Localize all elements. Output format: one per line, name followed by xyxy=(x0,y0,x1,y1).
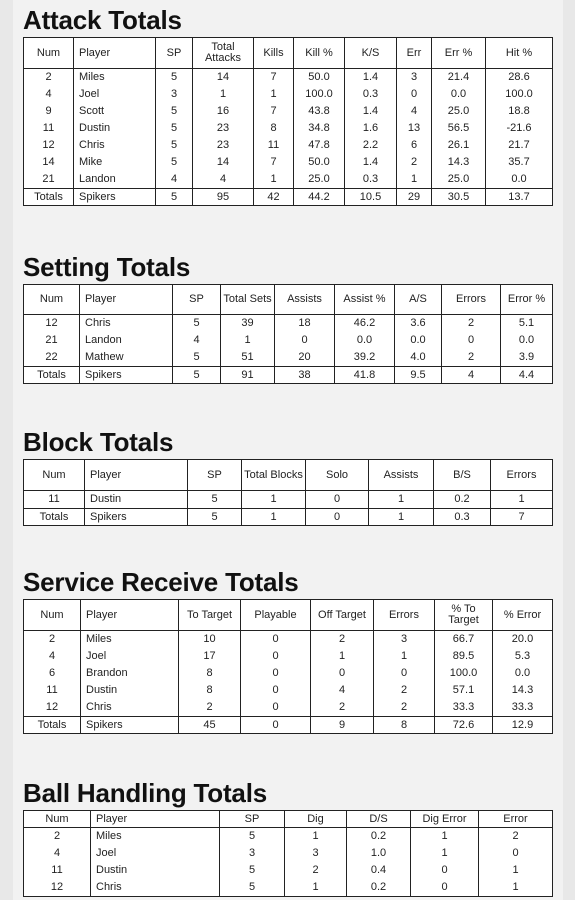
stat-cell: 0 xyxy=(374,665,435,682)
stat-cell: 43.8 xyxy=(294,103,345,120)
stat-cell: 100.0 xyxy=(435,665,493,682)
stat-cell: 8 xyxy=(179,682,241,699)
totals-cell: 1 xyxy=(369,509,434,526)
player-name-cell: Mathew xyxy=(80,349,173,367)
stat-cell: 0.0 xyxy=(493,665,553,682)
totals-label-cell: Totals xyxy=(24,367,80,384)
column-header: Num xyxy=(24,38,74,69)
table-row xyxy=(24,315,553,333)
stat-cell: 11 xyxy=(24,120,74,137)
stat-cell: 1 xyxy=(311,648,374,665)
column-header: Num xyxy=(24,811,91,828)
column-header: Kills xyxy=(254,38,294,69)
table-row xyxy=(24,631,553,649)
totals-row xyxy=(24,717,553,734)
stat-cell: 0.4 xyxy=(347,862,411,879)
stat-cell: 25.0 xyxy=(432,171,486,189)
column-header: Player xyxy=(80,285,173,315)
stat-cell: 0 xyxy=(306,491,369,509)
stat-cell: 4 xyxy=(173,332,221,349)
stat-cell: 14 xyxy=(193,69,254,87)
player-name-cell: Chris xyxy=(80,315,173,333)
stat-cell: 8 xyxy=(254,120,294,137)
stat-cell: 1 xyxy=(397,171,432,189)
column-header: Player xyxy=(85,460,188,491)
stat-cell: 0.0 xyxy=(501,332,553,349)
stat-cell: 3.6 xyxy=(395,315,442,333)
column-header: K/S xyxy=(345,38,397,69)
player-name-cell: Dustin xyxy=(74,120,156,137)
column-header: Err % xyxy=(432,38,486,69)
totals-cell: 10.5 xyxy=(345,189,397,206)
table-row xyxy=(24,332,553,349)
player-name-cell: Joel xyxy=(91,845,220,862)
column-header: Assist % xyxy=(335,285,395,315)
stat-cell: 5 xyxy=(173,315,221,333)
stat-cell: 0 xyxy=(411,879,479,897)
player-name-cell: Chris xyxy=(91,879,220,897)
totals-label-cell: Totals xyxy=(24,509,85,526)
column-header: Errors xyxy=(374,600,435,631)
totals-cell: Spikers xyxy=(74,189,156,206)
player-name-cell: Mike xyxy=(74,154,156,171)
column-header: Total Attacks xyxy=(193,38,254,69)
column-header: SP xyxy=(173,285,221,315)
totals-cell: Spikers xyxy=(85,509,188,526)
column-header: Assists xyxy=(275,285,335,315)
column-header: Err xyxy=(397,38,432,69)
table-row xyxy=(24,682,553,699)
stat-cell: 1.4 xyxy=(345,69,397,87)
stat-cell: 18 xyxy=(275,315,335,333)
table-row xyxy=(24,69,553,87)
table-row xyxy=(24,137,553,154)
stat-cell: 5 xyxy=(156,154,193,171)
totals-cell: 41.8 xyxy=(335,367,395,384)
column-header: Dig Error xyxy=(411,811,479,828)
ball-handling-totals-table xyxy=(23,810,553,897)
totals-cell: 45 xyxy=(179,717,241,734)
stat-cell: 6 xyxy=(397,137,432,154)
stat-cell: 3 xyxy=(397,69,432,87)
stat-cell: 21 xyxy=(24,332,80,349)
stat-cell: 14.3 xyxy=(432,154,486,171)
stat-cell: 1 xyxy=(374,648,435,665)
stat-cell: 1 xyxy=(479,879,553,897)
handling-header-row xyxy=(24,811,553,828)
player-name-cell: Dustin xyxy=(81,682,179,699)
totals-cell: 4.4 xyxy=(501,367,553,384)
totals-cell: Spikers xyxy=(81,717,179,734)
column-header: Off Target xyxy=(311,600,374,631)
stat-cell: 0.2 xyxy=(347,828,411,846)
stat-cell: 0 xyxy=(411,862,479,879)
stat-cell: 23 xyxy=(193,137,254,154)
stat-cell: 5 xyxy=(156,69,193,87)
column-header: % To Target xyxy=(435,600,493,631)
column-header: Solo xyxy=(306,460,369,491)
player-name-cell: Joel xyxy=(74,86,156,103)
column-header: Errors xyxy=(491,460,553,491)
totals-cell: 13.7 xyxy=(486,189,553,206)
column-header: Error xyxy=(479,811,553,828)
stat-cell: 5 xyxy=(220,862,285,879)
stat-cell: 0.0 xyxy=(395,332,442,349)
column-header: B/S xyxy=(434,460,491,491)
totals-cell: 44.2 xyxy=(294,189,345,206)
stat-cell: 35.7 xyxy=(486,154,553,171)
stat-cell: 39.2 xyxy=(335,349,395,367)
stat-cell: 13 xyxy=(397,120,432,137)
stat-cell: 2 xyxy=(24,828,91,846)
stat-cell: 0 xyxy=(241,699,311,717)
stat-cell: 0 xyxy=(275,332,335,349)
stat-cell: 4.0 xyxy=(395,349,442,367)
stat-cell: 1 xyxy=(254,86,294,103)
stat-cell: 89.5 xyxy=(435,648,493,665)
stat-cell: 5 xyxy=(188,491,242,509)
totals-cell: 5 xyxy=(156,189,193,206)
totals-row xyxy=(24,509,553,526)
stat-cell: 5 xyxy=(173,349,221,367)
table-row xyxy=(24,491,553,509)
stat-cell: 2 xyxy=(442,349,501,367)
player-name-cell: Landon xyxy=(80,332,173,349)
stat-cell: 5.3 xyxy=(493,648,553,665)
left-margin xyxy=(0,0,13,900)
stat-cell: 0 xyxy=(241,631,311,649)
stat-cell: 14 xyxy=(24,154,74,171)
column-header: Total Sets xyxy=(221,285,275,315)
table-row xyxy=(24,699,553,717)
ball-handling-totals-section xyxy=(23,779,553,897)
stat-cell: 5 xyxy=(156,103,193,120)
setting-totals-table xyxy=(23,284,553,384)
attack-totals-section xyxy=(23,6,553,206)
stat-cell: 28.6 xyxy=(486,69,553,87)
stat-cell: 0 xyxy=(241,682,311,699)
stat-cell: 2 xyxy=(285,862,347,879)
stat-cell: 7 xyxy=(254,69,294,87)
stat-cell: 1 xyxy=(411,828,479,846)
stat-cell: 1 xyxy=(491,491,553,509)
totals-label-cell: Totals xyxy=(24,717,81,734)
stat-cell: 11 xyxy=(24,682,81,699)
table-row xyxy=(24,171,553,189)
stat-cell: 1 xyxy=(479,862,553,879)
stat-cell: 8 xyxy=(179,665,241,682)
stat-cell: 25.0 xyxy=(432,103,486,120)
column-header: SP xyxy=(188,460,242,491)
stat-cell: 50.0 xyxy=(294,154,345,171)
table-row xyxy=(24,103,553,120)
stat-cell: 3.9 xyxy=(501,349,553,367)
totals-cell: 5 xyxy=(173,367,221,384)
stat-cell: 12 xyxy=(24,315,80,333)
stat-cell: 7 xyxy=(254,154,294,171)
stat-cell: 1 xyxy=(411,845,479,862)
stat-cell: 22 xyxy=(24,349,80,367)
stat-cell: 12 xyxy=(24,699,81,717)
column-header: Num xyxy=(24,460,85,491)
totals-cell: 91 xyxy=(221,367,275,384)
table-row xyxy=(24,665,553,682)
totals-cell: 0 xyxy=(306,509,369,526)
stat-cell: 57.1 xyxy=(435,682,493,699)
column-header: Hit % xyxy=(486,38,553,69)
stat-cell: 0.0 xyxy=(335,332,395,349)
stat-cell: 0 xyxy=(311,665,374,682)
stat-cell: 47.8 xyxy=(294,137,345,154)
stat-cell: 0.0 xyxy=(432,86,486,103)
stat-cell: 3 xyxy=(374,631,435,649)
stat-cell: 26.1 xyxy=(432,137,486,154)
stat-cell: 2 xyxy=(374,699,435,717)
column-header: % Error xyxy=(493,600,553,631)
stat-cell: 34.8 xyxy=(294,120,345,137)
totals-cell: 8 xyxy=(374,717,435,734)
totals-cell: 38 xyxy=(275,367,335,384)
block-header-row xyxy=(24,460,553,491)
player-name-cell: Miles xyxy=(81,631,179,649)
totals-cell: 9.5 xyxy=(395,367,442,384)
stat-cell: 4 xyxy=(397,103,432,120)
stat-cell: 1 xyxy=(369,491,434,509)
column-header: Player xyxy=(91,811,220,828)
totals-cell: 42 xyxy=(254,189,294,206)
player-name-cell: Chris xyxy=(74,137,156,154)
column-header: Assists xyxy=(369,460,434,491)
stat-cell: 51 xyxy=(221,349,275,367)
right-margin xyxy=(563,0,575,900)
stat-cell: 50.0 xyxy=(294,69,345,87)
attack-header-row xyxy=(24,38,553,69)
stat-cell: 25.0 xyxy=(294,171,345,189)
totals-cell: 4 xyxy=(442,367,501,384)
stat-cell: 14 xyxy=(193,154,254,171)
column-header: Num xyxy=(24,285,80,315)
column-header: A/S xyxy=(395,285,442,315)
stat-cell: 14.3 xyxy=(493,682,553,699)
stat-cell: 0.0 xyxy=(486,171,553,189)
column-header: Errors xyxy=(442,285,501,315)
stat-cell: 21 xyxy=(24,171,74,189)
setting-header-row xyxy=(24,285,553,315)
table-row xyxy=(24,879,553,897)
receive-header-row xyxy=(24,600,553,631)
table-row xyxy=(24,349,553,367)
stat-cell: 2 xyxy=(397,154,432,171)
stat-cell: 1 xyxy=(285,828,347,846)
service-receive-totals-section xyxy=(23,568,553,734)
table-row xyxy=(24,828,553,846)
player-name-cell: Scott xyxy=(74,103,156,120)
block-totals-section xyxy=(23,428,553,526)
stat-cell: 66.7 xyxy=(435,631,493,649)
stat-cell: 21.4 xyxy=(432,69,486,87)
totals-cell: 0 xyxy=(241,717,311,734)
stat-cell: 12 xyxy=(24,137,74,154)
stat-cell: 2 xyxy=(442,315,501,333)
stat-cell: 3 xyxy=(156,86,193,103)
totals-row xyxy=(24,367,553,384)
totals-cell: Spikers xyxy=(80,367,173,384)
totals-cell: 72.6 xyxy=(435,717,493,734)
stat-cell: 0 xyxy=(397,86,432,103)
stat-cell: 4 xyxy=(156,171,193,189)
stat-cell: 7 xyxy=(254,103,294,120)
stat-cell: 9 xyxy=(24,103,74,120)
stat-cell: 5 xyxy=(220,879,285,897)
ball-handling-totals-title: Ball Handling Totals xyxy=(23,778,267,808)
player-name-cell: Landon xyxy=(74,171,156,189)
stat-cell: 4 xyxy=(24,845,91,862)
column-header: SP xyxy=(220,811,285,828)
totals-cell: 7 xyxy=(491,509,553,526)
totals-cell: 5 xyxy=(188,509,242,526)
column-header: Error % xyxy=(501,285,553,315)
stat-cell: 2 xyxy=(24,69,74,87)
player-name-cell: Dustin xyxy=(85,491,188,509)
stat-cell: 16 xyxy=(193,103,254,120)
stat-cell: 1 xyxy=(242,491,306,509)
column-header: SP xyxy=(156,38,193,69)
totals-cell: 95 xyxy=(193,189,254,206)
stat-cell: 11 xyxy=(24,862,91,879)
stat-cell: 0.3 xyxy=(345,86,397,103)
column-header: D/S xyxy=(347,811,411,828)
stat-cell: 0 xyxy=(241,648,311,665)
column-header: Player xyxy=(74,38,156,69)
player-name-cell: Joel xyxy=(81,648,179,665)
stat-cell: 20 xyxy=(275,349,335,367)
block-totals-table xyxy=(23,459,553,526)
stat-cell: 46.2 xyxy=(335,315,395,333)
column-header: Kill % xyxy=(294,38,345,69)
stat-cell: 56.5 xyxy=(432,120,486,137)
stat-cell: 1 xyxy=(285,879,347,897)
player-name-cell: Dustin xyxy=(91,862,220,879)
stat-cell: 0 xyxy=(241,665,311,682)
table-row xyxy=(24,845,553,862)
attack-totals-table xyxy=(23,37,553,206)
player-name-cell: Miles xyxy=(91,828,220,846)
stat-cell: -21.6 xyxy=(486,120,553,137)
attack-totals-title: Attack Totals xyxy=(23,5,182,35)
stat-cell: 3 xyxy=(220,845,285,862)
totals-row xyxy=(24,189,553,206)
stat-cell: 4 xyxy=(311,682,374,699)
stat-cell: 100.0 xyxy=(294,86,345,103)
stat-cell: 17 xyxy=(179,648,241,665)
stat-cell: 12 xyxy=(24,879,91,897)
table-row xyxy=(24,120,553,137)
stat-cell: 39 xyxy=(221,315,275,333)
stat-cell: 4 xyxy=(24,648,81,665)
stat-cell: 1.0 xyxy=(347,845,411,862)
stat-cell: 1.4 xyxy=(345,103,397,120)
stat-cell: 23 xyxy=(193,120,254,137)
stat-cell: 6 xyxy=(24,665,81,682)
totals-cell: 0.3 xyxy=(434,509,491,526)
stat-cell: 33.3 xyxy=(435,699,493,717)
stat-cell: 2.2 xyxy=(345,137,397,154)
stat-cell: 4 xyxy=(193,171,254,189)
table-row xyxy=(24,154,553,171)
stat-cell: 0 xyxy=(479,845,553,862)
stat-cell: 2 xyxy=(24,631,81,649)
table-row xyxy=(24,86,553,103)
stat-cell: 2 xyxy=(311,631,374,649)
stat-cell: 0.2 xyxy=(347,879,411,897)
column-header: Total Blocks xyxy=(242,460,306,491)
stat-cell: 5 xyxy=(156,137,193,154)
stat-cell: 20.0 xyxy=(493,631,553,649)
player-name-cell: Chris xyxy=(81,699,179,717)
totals-cell: 1 xyxy=(242,509,306,526)
table-row xyxy=(24,862,553,879)
setting-totals-section xyxy=(23,253,553,384)
service-receive-totals-title: Service Receive Totals xyxy=(23,567,299,597)
stat-cell: 5 xyxy=(156,120,193,137)
column-header: Playable xyxy=(241,600,311,631)
stat-cell: 4 xyxy=(24,86,74,103)
stat-cell: 0 xyxy=(442,332,501,349)
stat-cell: 2 xyxy=(311,699,374,717)
stat-cell: 1 xyxy=(221,332,275,349)
stat-cell: 33.3 xyxy=(493,699,553,717)
stat-cell: 1 xyxy=(193,86,254,103)
setting-totals-title: Setting Totals xyxy=(23,252,191,282)
stat-cell: 1.4 xyxy=(345,154,397,171)
player-name-cell: Brandon xyxy=(81,665,179,682)
stat-cell: 1 xyxy=(254,171,294,189)
stat-cell: 2 xyxy=(374,682,435,699)
column-header: To Target xyxy=(179,600,241,631)
column-header: Player xyxy=(81,600,179,631)
stat-cell: 11 xyxy=(254,137,294,154)
totals-cell: 9 xyxy=(311,717,374,734)
stat-cell: 11 xyxy=(24,491,85,509)
column-header: Num xyxy=(24,600,81,631)
stat-cell: 3 xyxy=(285,845,347,862)
stat-cell: 10 xyxy=(179,631,241,649)
table-row xyxy=(24,648,553,665)
stat-cell: 5 xyxy=(220,828,285,846)
player-name-cell: Miles xyxy=(74,69,156,87)
stat-cell: 2 xyxy=(179,699,241,717)
stat-cell: 0.3 xyxy=(345,171,397,189)
stat-cell: 21.7 xyxy=(486,137,553,154)
stat-cell: 0.2 xyxy=(434,491,491,509)
totals-cell: 12.9 xyxy=(493,717,553,734)
stat-cell: 2 xyxy=(479,828,553,846)
totals-cell: 30.5 xyxy=(432,189,486,206)
stat-cell: 5.1 xyxy=(501,315,553,333)
service-receive-totals-table xyxy=(23,599,553,734)
block-totals-title: Block Totals xyxy=(23,427,174,457)
totals-cell: 29 xyxy=(397,189,432,206)
stat-cell: 100.0 xyxy=(486,86,553,103)
column-header: Dig xyxy=(285,811,347,828)
stat-cell: 18.8 xyxy=(486,103,553,120)
stat-cell: 1.6 xyxy=(345,120,397,137)
totals-label-cell: Totals xyxy=(24,189,74,206)
